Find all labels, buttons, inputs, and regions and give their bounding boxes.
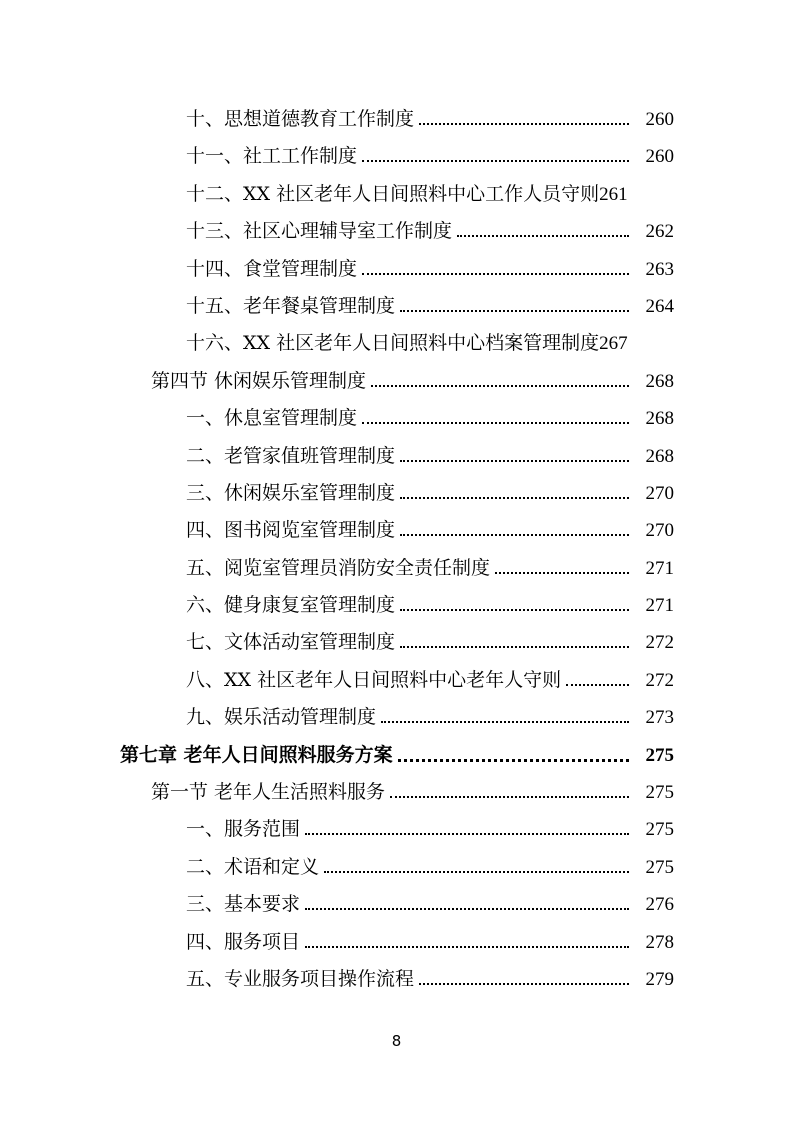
toc-entry-page: 262 <box>645 221 674 243</box>
toc-leader-dots <box>455 213 629 250</box>
toc-leader-dots <box>398 438 629 475</box>
toc-entry-title: 十二、XX 社区老年人日间照料中心工作人员守则 <box>186 182 600 205</box>
toc-entry-page: 267 <box>599 333 628 355</box>
toc-entry-page: 261 <box>599 183 628 205</box>
toc-entry-page: 268 <box>645 408 674 430</box>
toc-entry-title: 一、休息室管理制度 <box>186 407 358 430</box>
toc-entry[interactable] <box>0 849 793 886</box>
toc-entry[interactable] <box>0 475 793 512</box>
toc-entry-page: 276 <box>645 894 674 916</box>
toc-entry-title: 十一、社工工作制度 <box>186 145 358 168</box>
toc-leader-dots <box>398 587 629 624</box>
toc-entry-page: 275 <box>645 782 674 804</box>
toc-entry-title: 九、娱乐活动管理制度 <box>186 706 377 729</box>
toc-entry-title: 七、文体活动室管理制度 <box>186 631 396 654</box>
toc-entry-page: 268 <box>645 370 674 392</box>
toc-leader-dots <box>369 363 629 400</box>
toc-entry[interactable] <box>0 512 793 549</box>
toc-entry[interactable] <box>0 587 793 624</box>
toc-entry-title: 十六、XX 社区老年人日间照料中心档案管理制度 <box>186 332 600 355</box>
toc-entry-page: 260 <box>645 146 674 168</box>
toc-entry-page: 275 <box>645 819 674 841</box>
toc-entry[interactable] <box>0 251 793 288</box>
toc-entry[interactable] <box>0 213 793 250</box>
toc-entry-title: 十五、老年餐桌管理制度 <box>186 294 396 317</box>
toc-entry[interactable] <box>0 699 793 736</box>
toc-leader-dots <box>360 251 629 288</box>
toc-entry-title: 十、思想道德教育工作制度 <box>186 108 415 130</box>
toc-leader-dots <box>360 400 629 437</box>
toc-entry-title: 三、基本要求 <box>186 893 301 916</box>
toc-entry-page: 273 <box>645 707 674 729</box>
toc-leader-dots <box>303 886 629 923</box>
toc-entry-title: 十三、社区心理辅导室工作制度 <box>186 220 453 243</box>
toc-entry-page: 270 <box>645 482 674 504</box>
toc-entry-page: 272 <box>645 669 674 691</box>
toc-entry[interactable] <box>0 886 793 923</box>
toc-entry[interactable] <box>0 176 793 213</box>
toc-entry-page: 270 <box>645 520 674 542</box>
toc-entry[interactable] <box>0 400 793 437</box>
toc-entry-page: 271 <box>645 557 674 579</box>
toc-leader-dots <box>379 699 629 736</box>
toc-leader-dots <box>398 512 629 549</box>
toc-entry-title: 第一节 老年人生活照料服务 <box>151 781 386 804</box>
toc-entry[interactable] <box>0 288 793 325</box>
toc-entry-page: 275 <box>645 856 674 878</box>
toc-entry-title: 五、阅览室管理员消防安全责任制度 <box>186 556 491 579</box>
toc-entry-page: 279 <box>645 968 674 990</box>
table-of-contents <box>0 101 793 998</box>
toc-entry-title: 五、专业服务项目操作流程 <box>186 967 415 990</box>
toc-leader-dots <box>493 550 629 587</box>
toc-leader-dots <box>417 101 629 138</box>
toc-leader-dots <box>360 138 629 175</box>
toc-chapter-entry[interactable] <box>0 737 793 774</box>
toc-entry[interactable] <box>0 101 793 138</box>
toc-entry-title: 三、休闲娱乐室管理制度 <box>186 481 396 504</box>
toc-entry-title: 四、图书阅览室管理制度 <box>186 519 396 542</box>
toc-leader-dots <box>398 288 629 325</box>
toc-entry[interactable] <box>0 924 793 961</box>
toc-entry-page: 260 <box>645 109 674 130</box>
toc-leader-dots <box>417 961 629 998</box>
toc-entry[interactable] <box>0 662 793 699</box>
toc-entry-title: 一、服务范围 <box>186 818 301 841</box>
toc-entry-page: 275 <box>645 744 674 766</box>
toc-entry[interactable] <box>0 438 793 475</box>
toc-entry[interactable] <box>0 624 793 661</box>
toc-entry[interactable] <box>0 811 793 848</box>
toc-entry-title: 第七章 老年人日间照料服务方案 <box>120 743 393 766</box>
toc-entry-page: 278 <box>645 931 674 953</box>
toc-leader-dots <box>398 624 629 661</box>
toc-entry-page: 272 <box>645 632 674 654</box>
toc-entry-page: 264 <box>645 295 674 317</box>
toc-leader-dots <box>303 811 629 848</box>
toc-entry-title: 四、服务项目 <box>186 930 301 953</box>
toc-entry-title: 第四节 休闲娱乐管理制度 <box>151 369 367 392</box>
toc-entry-title: 二、术语和定义 <box>186 855 320 878</box>
toc-leader-dots <box>303 924 629 961</box>
toc-entry-title: 八、XX 社区老年人日间照料中心老年人守则 <box>186 668 562 691</box>
toc-entry-title: 二、老管家值班管理制度 <box>186 444 396 467</box>
toc-entry-page: 268 <box>645 445 674 467</box>
toc-entry[interactable] <box>0 550 793 587</box>
toc-section-entry[interactable] <box>0 363 793 400</box>
toc-entry[interactable] <box>0 138 793 175</box>
toc-section-entry[interactable] <box>0 774 793 811</box>
toc-leader-dots <box>388 774 629 811</box>
toc-entry-title: 六、健身康复室管理制度 <box>186 594 396 617</box>
toc-leader-dots <box>398 475 629 512</box>
toc-leader-dots <box>564 662 629 699</box>
toc-entry-title: 十四、食堂管理制度 <box>186 257 358 280</box>
toc-entry-page: 263 <box>645 258 674 280</box>
toc-entry[interactable] <box>0 325 793 362</box>
toc-leader-dots <box>322 849 629 886</box>
toc-entry-page: 271 <box>645 595 674 617</box>
toc-leader-dots <box>396 737 629 774</box>
toc-entry[interactable] <box>0 961 793 998</box>
page-number: 8 <box>391 1032 402 1050</box>
